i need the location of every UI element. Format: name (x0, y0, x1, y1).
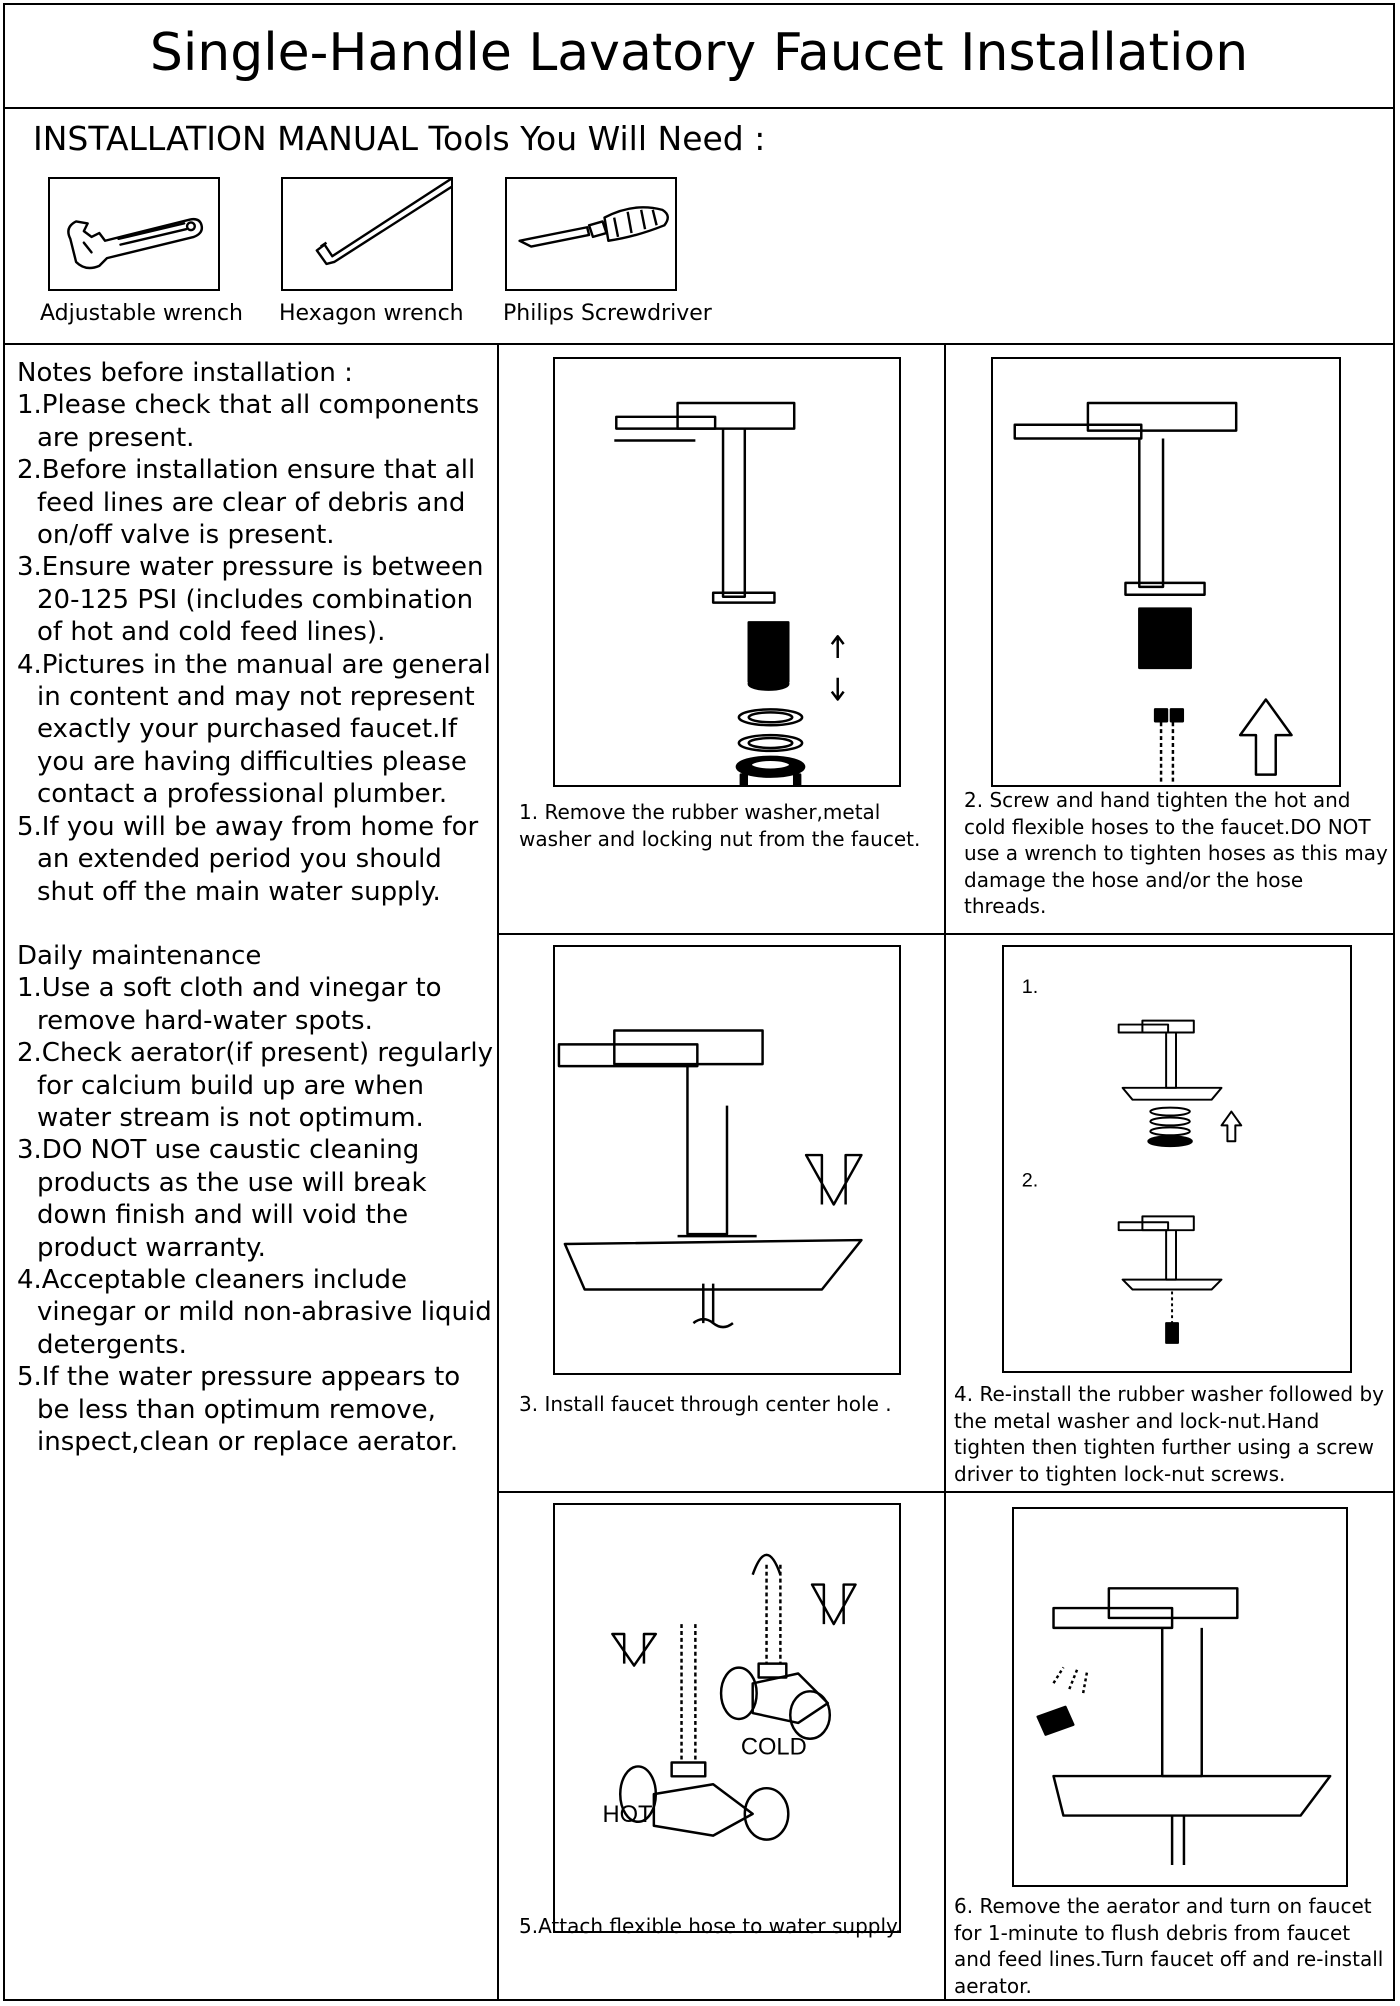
adjustable-wrench-icon (48, 177, 220, 291)
notes-heading: Notes before installation : (17, 358, 353, 388)
maintenance-item: 1.Use a soft cloth and vinegar to remove hard-water spots. (17, 973, 442, 1036)
step-5-figure (553, 1503, 901, 1933)
note-item: 1.Please check that all components are present. (17, 390, 480, 453)
maintenance-item: 3.DO NOT use caustic cleaning products as the use will break down finish and will void the product warranty. (17, 1135, 427, 1263)
step-6-figure (1012, 1507, 1348, 1887)
step-4-figure (1002, 945, 1352, 1373)
cold-label: COLD (740, 1734, 807, 1761)
maintenance-heading: Daily maintenance (17, 940, 262, 971)
note-item: 4.Pictures in the manual are general in content and may not represent exactly your purchased faucet.If you are having difficulties please contact a professional plumber. (17, 649, 491, 810)
step-4-sublabel-2: 2. (1021, 1169, 1039, 1192)
tool-label: Adjustable wrench (40, 301, 243, 326)
step-3-caption: 3. Install faucet through center hole . (519, 1392, 892, 1416)
step-4 (946, 935, 1393, 1491)
note-item: 5.If you will be away from home for an extended period you should shut off the main water supply. (17, 811, 479, 907)
note-item: 3.Ensure water pressure is between 20-125 PSI (includes combination of hot and cold feed lines). (17, 552, 484, 648)
tools-section (5, 109, 1393, 345)
step-3 (499, 935, 944, 1491)
step-2-figure (991, 357, 1341, 787)
step-4-sublabel-1: 1. (1021, 975, 1039, 998)
hot-label: HOT (602, 1801, 653, 1828)
hexagon-wrench-icon (281, 177, 453, 291)
notes-column (5, 345, 499, 2001)
step-6-caption: 6. Remove the aerator and turn on faucet for 1-minute to flush debris from faucet and feed lines.Turn faucet off and re-install aerator. (954, 1894, 1384, 1998)
tool-label: Hexagon wrench (279, 301, 464, 326)
note-item: 2.Before installation ensure that all feed lines are clear of debris and on/off valve is present. (17, 455, 476, 551)
maintenance-item: 4.Acceptable cleaners include vinegar or mild non-abrasive liquid detergents. (17, 1264, 492, 1360)
philips-screwdriver-icon (505, 177, 677, 291)
tools-heading: INSTALLATION MANUAL Tools You Will Need : (33, 119, 766, 158)
step-1-caption: 1. Remove the rubber washer,metal washer and locking nut from the faucet. (519, 800, 921, 851)
page-title: Single-Handle Lavatory Faucet Installation (149, 23, 1249, 83)
step-3-figure (553, 945, 901, 1375)
step-1-figure (553, 357, 901, 787)
maintenance-item: 5.If the water pressure appears to be less than optimum remove, inspect,clean or replace aerator. (17, 1362, 461, 1457)
step-2-caption: 2. Screw and hand tighten the hot and cold flexible hoses to the faucet.DO NOT use a wrench to tighten hoses as this may damage the hose and/or the hose threads. (964, 788, 1388, 919)
step-1 (499, 345, 944, 933)
step-2 (946, 345, 1393, 933)
step-5 (499, 1493, 944, 2001)
step-6 (946, 1493, 1393, 2001)
step-4-caption: 4. Re-install the rubber washer followed by the metal washer and lock-nut.Hand tighten then tighten further using a screw driver to tighten lock-nut screws. (954, 1382, 1384, 1486)
maintenance-item: 2.Check aerator(if present) regularly for calcium build up are when water stream is not optimum. (17, 1038, 493, 1133)
title-band (5, 5, 1393, 109)
manual-page (3, 3, 1395, 2001)
step-5-caption: 5.Attach flexible hose to water supply. (519, 1914, 902, 1938)
tool-label: Philips Screwdriver (503, 301, 712, 326)
